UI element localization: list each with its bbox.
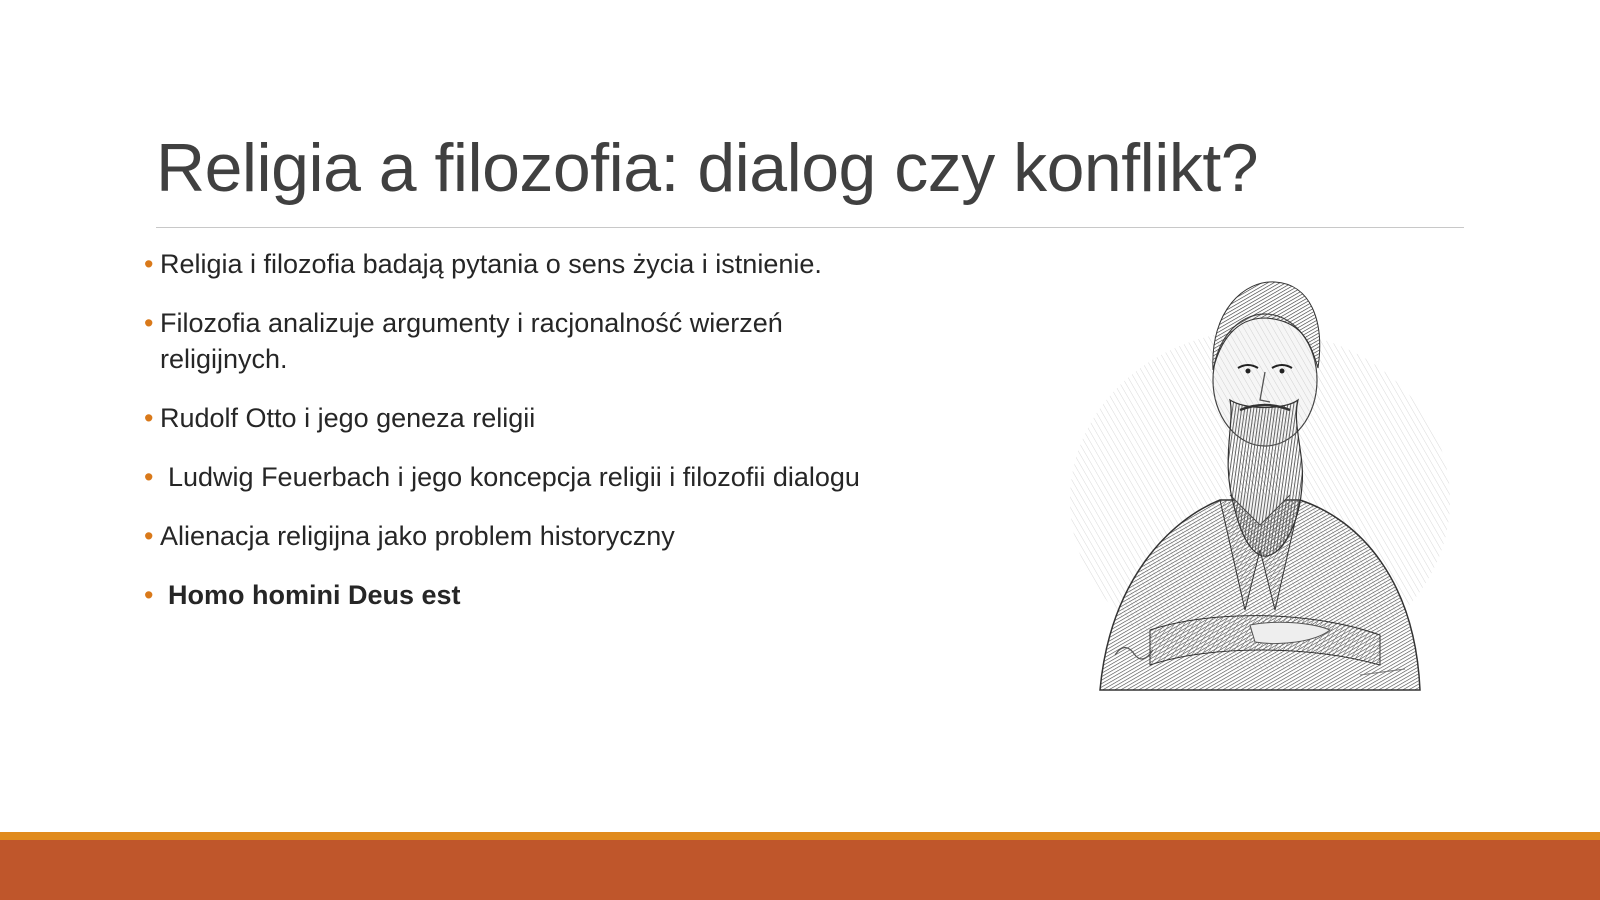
- bullet-text: Alienacja religijna jako problem historyczny: [160, 521, 675, 551]
- bullet-item: [144, 400, 974, 436]
- bullet-item: [144, 246, 974, 282]
- bullet-item: [144, 305, 880, 377]
- bullet-icon: •: [144, 403, 154, 433]
- bullet-item: [144, 518, 974, 554]
- engraved-portrait-icon: [1060, 250, 1460, 710]
- bullet-text: Rudolf Otto i jego geneza religii: [160, 403, 536, 433]
- slide-title: Religia a filozofia: dialog czy konflikt?: [156, 130, 1259, 206]
- bullet-item: [144, 577, 974, 613]
- footer-accent-line: [0, 832, 1600, 840]
- bullet-text: Religia i filozofia badają pytania o sens życia i istnienie.: [160, 249, 822, 279]
- bullet-icon: •: [144, 521, 154, 551]
- bullet-icon: •: [144, 308, 154, 338]
- bullet-list: [144, 246, 974, 636]
- bullet-text: Homo homini Deus est: [168, 580, 461, 610]
- bullet-text: Ludwig Feuerbach i jego koncepcja religii i filozofii dialogu: [168, 462, 860, 492]
- bullet-item: [144, 459, 974, 495]
- bullet-text: Filozofia analizuje argumenty i racjonalność wierzeń religijnych.: [160, 308, 783, 374]
- bullet-icon: •: [144, 249, 154, 279]
- title-divider: [156, 227, 1464, 228]
- footer-band: [0, 840, 1600, 900]
- bullet-icon: •: [144, 462, 154, 492]
- bullet-icon: •: [144, 580, 154, 610]
